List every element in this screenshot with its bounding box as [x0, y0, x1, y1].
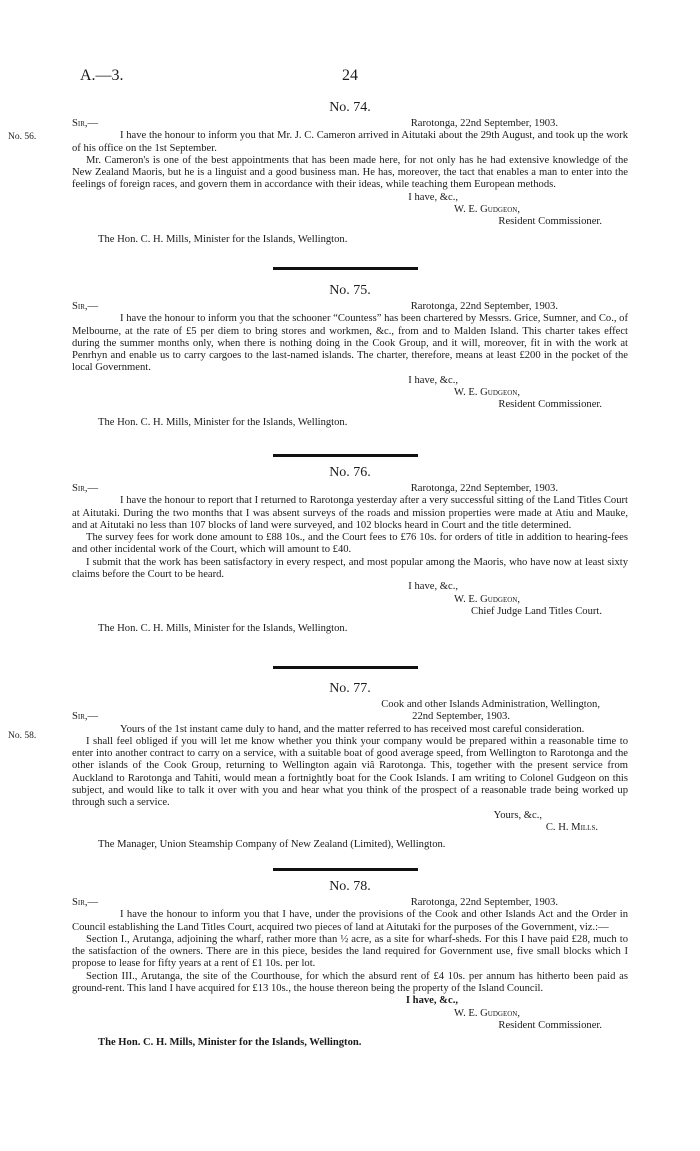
letter-number: No. 74.: [329, 100, 371, 115]
signature: W. E. Gudgeon,: [454, 1007, 520, 1019]
closing: I have, &c.,: [408, 374, 458, 386]
signer-title: Resident Commissioner.: [498, 399, 602, 411]
paragraph: Yours of the 1st instant came duly to hand, and the matter referred to has received most careful consideration.: [120, 723, 585, 735]
place-date: Rarotonga, 22nd September, 1903.: [410, 118, 558, 129]
paragraph: I submit that the work has been satisfactory in every respect, and most popular among the Maoris, who have now at least sixty claims before the Court to be heard.: [72, 556, 628, 581]
margin-reference: No. 56.: [8, 132, 37, 142]
place-date: 22nd September, 1903.: [412, 711, 510, 723]
paragraph: I shall feel obliged if you will let me know whether you think your company would be prepared within a reasonable time to enter into another contract to carry on a service, with a suitable boat of good average speed, from Wellington to Rarotonga and the other islands of the Cook Group, returning to Wellington again viâ Rarotonga. This, together with the present service from Auckland to Rarotonga and Tahiti, would mean a fortnightly boat for the Cook Islands. I am writing to Colonel Gudgeon on this subject, and would like to talk it over with you and hear what you think of the prospect of a reasonable trade being worked up through such a service.: [72, 735, 628, 809]
letter-77: [72, 681, 628, 852]
salutation: Sir,—: [72, 711, 99, 723]
letter-74: [72, 100, 628, 246]
signer-title: Resident Commissioner.: [498, 1019, 602, 1031]
paragraph: The survey fees for work done amount to £88 10s., and the Court fees to £76 10s. for orders of title in addition to hearing-fees and other incidental work of the Court, which will amount to £40.: [72, 532, 628, 556]
section-divider: [273, 454, 418, 457]
signer-title: Resident Commissioner.: [498, 216, 602, 228]
place-date: Rarotonga, 22nd September, 1903.: [410, 301, 558, 312]
place-date: Rarotonga, 22nd September, 1903.: [410, 483, 558, 494]
letter-78: [72, 879, 628, 1050]
place-line: Cook and other Islands Administration, Wellington,: [381, 699, 600, 710]
letter-75: [72, 283, 628, 429]
letter-number: No. 76.: [329, 465, 371, 480]
signer-title: Chief Judge Land Titles Court.: [471, 605, 602, 617]
place-date: Rarotonga, 22nd September, 1903.: [410, 897, 558, 908]
paragraph: I have the honour to inform you that the schooner “Countess” has been chartered by Messrs. Grice, Sumner, and Co., of Melbourne, at the rate of £5 per diem to bring stores and workmen, &c., from and to Malden Island. This charter takes effect during the summer months only, when there is nothing doing in the Cook Group, and it will, moreover, fit in with the work at Penrhyn and enable us to carry cargoes to the last-named islands. The charter, therefore, means at least £200 in the pocket of the local Government.: [72, 313, 628, 374]
document-reference: A.—3.: [80, 67, 124, 84]
signature: W. E. Gudgeon,: [454, 387, 520, 399]
paragraph: Mr. Cameron's is one of the best appointments that has been made here, for not only has he had extensive knowledge of the New Zealand Maoris, but he is a linguist and a good business man. He has, moreover, the tact that enables a man to enter into the feelings of foreign races, and govern them in accordance with their ideas, while teaching them European methods.: [72, 154, 628, 191]
letter-76: [72, 465, 628, 636]
closing: I have, &c.,: [408, 191, 458, 203]
addressee: The Hon. C. H. Mills, Minister for the Islands, Wellington.: [98, 623, 348, 635]
section-divider: [273, 267, 418, 270]
letter-number: No. 78.: [329, 879, 371, 894]
paragraph: Section I., Arutanga, adjoining the wharf, rather more than ½ acre, as a site for wharf-sheds. For this I have paid £28, much to the satisfaction of the owners. There are in this piece, besides the land required for Government use, five small blocks which I propose to lease for fifty years at a rent of £1 10s. per lot.: [72, 933, 628, 970]
addressee: The Hon. C. H. Mills, Minister for the Islands, Wellington.: [98, 233, 348, 245]
signature: W. E. Gudgeon,: [454, 204, 520, 216]
closing: I have, &c.,: [408, 581, 458, 593]
paragraph: I have the honour to inform you that I have, under the provisions of the Cook and other Islands Act and the Order in Council establishing the Land Titles Court, acquired two pieces of land at Aitutaki for the purposes of the Government, viz.:—: [72, 909, 628, 933]
signature: W. E. Gudgeon,: [454, 593, 520, 605]
closing: Yours, &c.,: [493, 809, 542, 821]
addressee: The Hon. C. H. Mills, Minister for the Islands, Wellington.: [98, 1037, 362, 1049]
addressee: The Hon. C. H. Mills, Minister for the Islands, Wellington.: [98, 416, 348, 428]
paragraph: Section III., Arutanga, the site of the Courthouse, for which the absurd rent of £4 10s. per annum has hitherto been paid as ground-rent. This land I have acquired for £13 10s., the house thereon being the property of the Island Council.: [72, 970, 628, 995]
section-divider: [273, 666, 418, 669]
section-divider: [273, 868, 418, 871]
closing: I have, &c.,: [405, 995, 458, 1007]
paragraph: I have the honour to report that I returned to Rarotonga yesterday after a very successful sitting of the Land Titles Court at Aitutaki. During the two months that I was absent surveys of the roads and mission properties were made at Atiu and Mauke, and at Aitutaki no less than 107 blocks of land were surveyed, and 102 blocks heard in Court and the title determined.: [72, 495, 628, 531]
salutation: Sir,—: [72, 301, 99, 312]
addressee: The Manager, Union Steamship Company of New Zealand (Limited), Wellington.: [98, 839, 446, 851]
page-number: 24: [342, 67, 358, 84]
letter-number: No. 77.: [329, 681, 371, 696]
salutation: Sir,—: [72, 483, 99, 494]
salutation: Sir,—: [72, 897, 99, 908]
margin-reference: No. 58.: [8, 731, 37, 741]
signature: C. H. Mills.: [545, 821, 598, 833]
letter-number: No. 75.: [329, 283, 371, 298]
salutation: Sir,—: [72, 118, 99, 129]
paragraph: I have the honour to inform you that Mr. J. C. Cameron arrived in Aitutaki about the 29th August, and took up the work of his office on the 1st September.: [72, 130, 628, 154]
